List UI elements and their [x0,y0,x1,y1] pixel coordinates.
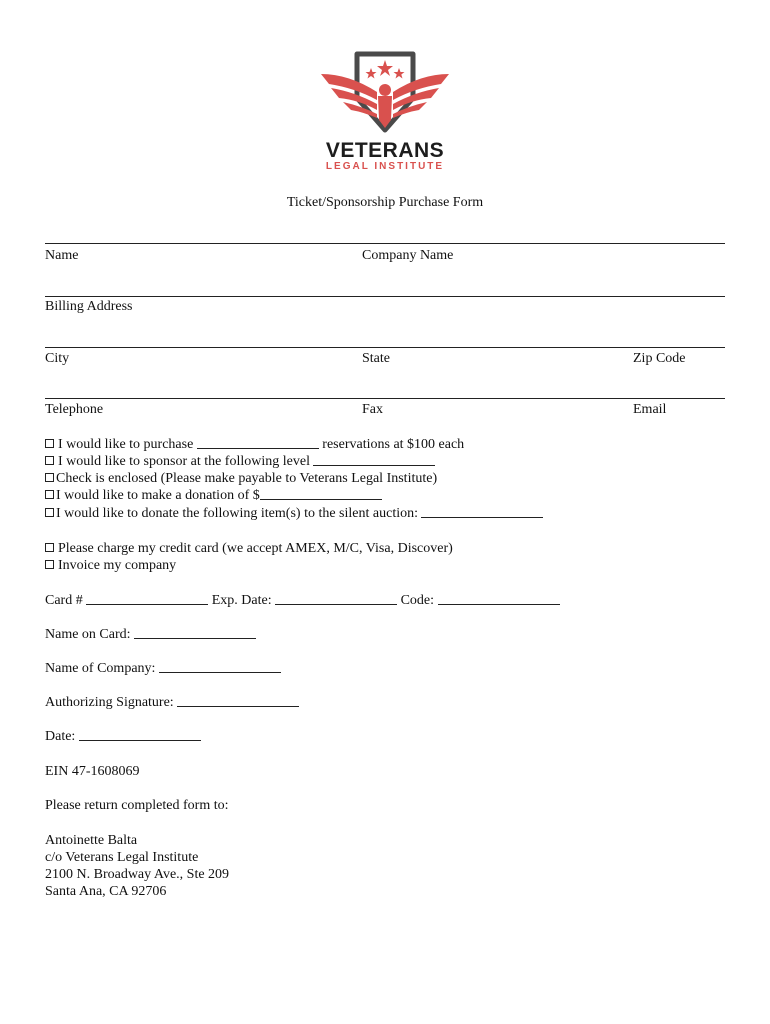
sponsor-checkbox[interactable] [45,456,54,465]
invoice-option: Invoice my company [45,557,176,574]
state-label: State [362,351,390,366]
form-title: Ticket/Sponsorship Purchase Form [286,195,484,210]
credit-card-checkbox[interactable] [45,543,54,552]
credit-card-option: Please charge my credit card (we accept AMEX, M/C, Visa, Discover) [45,540,453,557]
billing-address-label: Billing Address [45,299,133,314]
email-label: Email [633,402,667,417]
return-city: Santa Ana, CA 92706 [45,884,167,899]
name-on-card-row: Name on Card: [45,626,256,643]
card-number-blank[interactable] [86,592,208,605]
telephone-label: Telephone [45,402,104,417]
billing-address-line[interactable] [45,296,725,297]
exp-date-blank[interactable] [275,592,397,605]
signature-row: Authorizing Signature: [45,694,299,711]
ein: EIN 47-1608069 [45,764,140,779]
city-label: City [45,351,70,366]
purchase-option: I would like to purchase reservations at $100 each [45,436,464,453]
donate-item-blank[interactable] [421,505,543,518]
logo-subtitle: LEGAL INSTITUTE [325,161,445,172]
donate-item-checkbox[interactable] [45,508,54,517]
card-details-row: Card # Exp. Date: Code: [45,592,560,609]
donate-item-option: I would like to donate the following item(s) to the silent auction: [45,505,543,522]
logo-name: VETERANS [325,139,445,162]
check-checkbox[interactable] [45,473,54,482]
sponsor-option: I would like to sponsor at the following level [45,453,435,470]
signature-blank[interactable] [177,694,299,707]
company-name-label: Company Name [362,248,454,263]
date-blank[interactable] [79,728,201,741]
code-blank[interactable] [438,592,560,605]
donation-option: I would like to make a donation of $ [45,487,382,504]
return-street: 2100 N. Broadway Ave., Ste 209 [45,867,230,882]
reservations-blank[interactable] [197,436,319,449]
city-state-zip-line[interactable] [45,347,725,348]
invoice-checkbox[interactable] [45,560,54,569]
company-blank[interactable] [159,660,281,673]
company-name-row: Name of Company: [45,660,281,677]
donation-amount-blank[interactable] [260,487,382,500]
donation-checkbox[interactable] [45,490,54,499]
return-label: Please return completed form to: [45,798,229,813]
name-label: Name [45,248,79,263]
check-option: Check is enclosed (Please make payable to Veterans Legal Institute) [45,470,437,487]
name-line[interactable] [45,243,725,244]
contact-line[interactable] [45,398,725,399]
return-org: c/o Veterans Legal Institute [45,850,199,865]
sponsor-level-blank[interactable] [313,453,435,466]
return-name: Antoinette Balta [45,833,138,848]
name-on-card-blank[interactable] [134,626,256,639]
date-row: Date: [45,728,201,745]
fax-label: Fax [362,402,383,417]
zip-label: Zip Code [633,351,686,366]
purchase-checkbox[interactable] [45,439,54,448]
